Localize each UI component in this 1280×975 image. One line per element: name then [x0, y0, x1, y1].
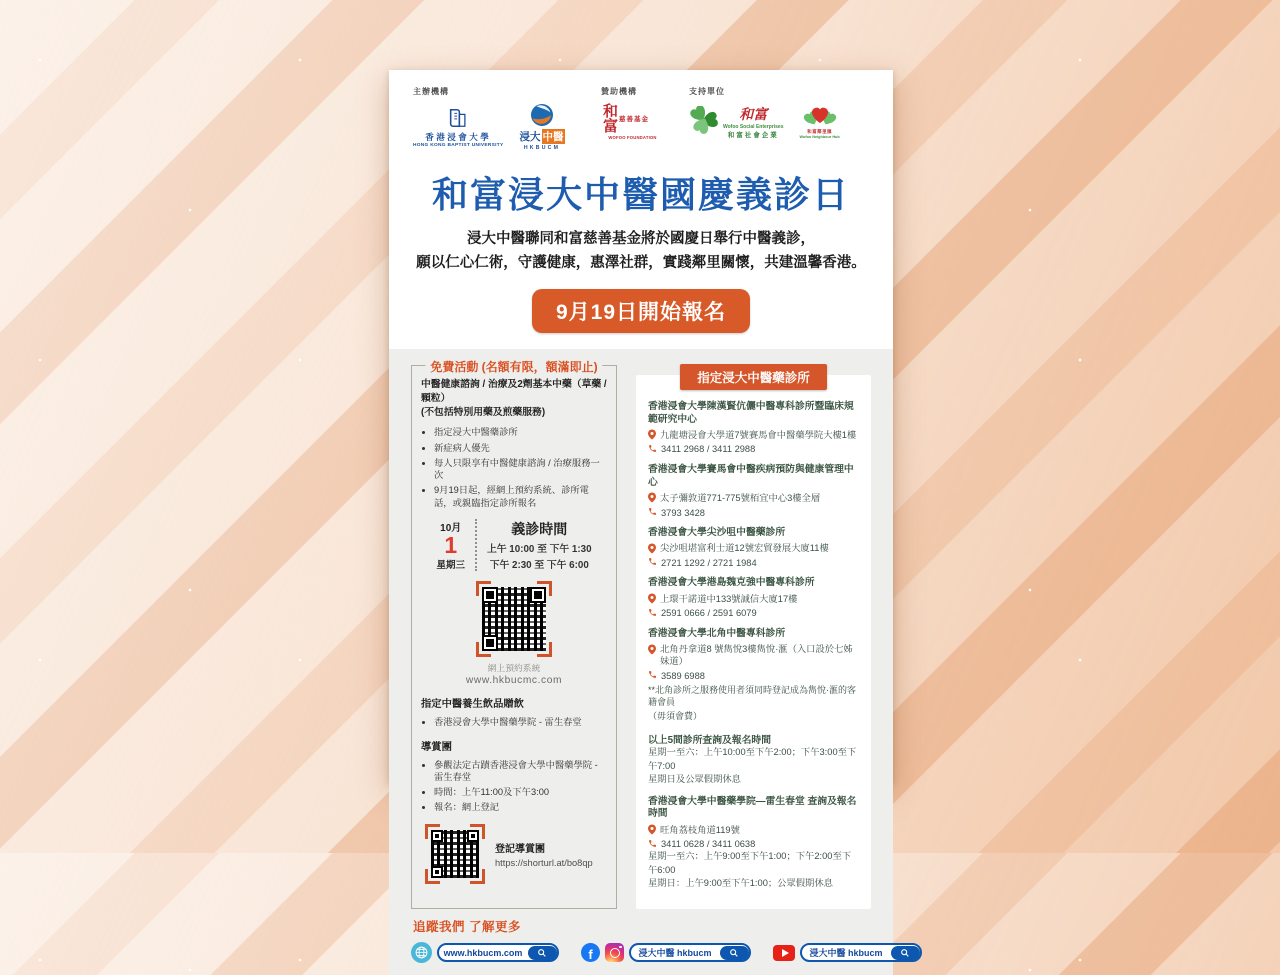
facebook-icon[interactable]	[581, 943, 600, 962]
booking-qr-label: 網上預約系統	[487, 663, 541, 674]
phone-icon	[648, 670, 657, 679]
youtube-search-text: 浸大中醫 hkbucm	[809, 948, 883, 959]
clinic-note-line2: （毋須會費）	[648, 711, 703, 722]
activity-description-line2: (不包括特別用藥及煎藥服務)	[421, 407, 546, 419]
location-pin-icon	[648, 824, 656, 835]
search-icon	[729, 948, 739, 958]
search-icon	[537, 948, 547, 958]
registration-start-button[interactable]: 9月19日開始報名	[532, 289, 750, 333]
organizer-group	[413, 86, 591, 151]
sponsor-label: 贊助機構	[601, 87, 637, 96]
search-button[interactable]	[891, 946, 920, 960]
activity-bullet: • 新症病人優先	[434, 442, 607, 455]
wofoo-foundation-cn: 慈善基金	[619, 115, 649, 123]
social-search-text: 浸大中醫 hkbucm	[638, 948, 712, 959]
website-search-pill[interactable]	[437, 943, 559, 962]
lsc-hours-line2: 星期日：上午9:00至下午1:00；公眾假期休息	[648, 878, 833, 889]
booking-url: www.hkbucmc.com	[465, 675, 563, 687]
tour-bullet: • 時間：上午11:00及下午3:00	[434, 786, 607, 799]
hkbu-name-en: HONG KONG BAPTIST UNIVERSITY	[413, 142, 504, 148]
wofoo-foundation-en: WOFOO FOUNDATION	[608, 135, 657, 140]
location-pin-icon	[648, 429, 656, 440]
poster-subtitle	[413, 228, 869, 276]
event-day: 1	[444, 532, 458, 559]
phone-icon	[648, 839, 657, 848]
qr-position-marker	[431, 830, 443, 842]
event-weekday: 星期三	[436, 560, 465, 572]
search-button[interactable]	[528, 946, 557, 960]
lsc-hours-line1: 星期一至六：上午9:00至下午1:00；下午2:00至下午6:00	[648, 851, 852, 875]
time-line1: 上午 10:00 至 下午 1:30	[486, 544, 592, 556]
qr-position-marker	[530, 587, 546, 603]
wofoo-hub-cn: 和富鄰里匯	[807, 129, 833, 134]
activity-bullet-list	[434, 426, 607, 509]
clinic-name: 香港浸會大學港島魏克強中醫專科診所	[648, 577, 815, 589]
free-activity-title: 免費活動 (名額有限，額滿即止)	[425, 358, 602, 375]
clinic-item	[648, 527, 859, 569]
youtube-search-pill[interactable]	[800, 943, 922, 962]
hkbucm-logo	[520, 103, 565, 151]
wofoo-neighbour-hub-logo	[799, 103, 839, 139]
qr-position-marker	[482, 587, 498, 603]
free-activity-panel	[411, 359, 617, 909]
social-search-pill[interactable]	[629, 943, 751, 962]
clinic-address: 太子彌敦道771-775號栢宜中心3樓全層	[660, 492, 821, 503]
hkbucm-name-part1: 浸大	[519, 131, 541, 143]
booking-qr-frame	[476, 581, 552, 657]
activity-bullet: • 9月19日起，經網上預約系統、診所電話，或親臨指定診所報名	[434, 484, 607, 509]
subtitle-line1: 浸大中醫聯同和富慈善基金將於國慶日舉行中醫義診，	[467, 231, 815, 247]
tour-bullet: • 報名：網上登記	[434, 801, 607, 814]
clinic-address: 尖沙咀堪富利士道12號宏貿發展大廈11樓	[660, 543, 829, 554]
location-pin-icon	[648, 543, 656, 554]
sponsor-group	[601, 86, 679, 151]
clinic-phone: 3411 2968 / 3411 2988	[661, 444, 756, 455]
instagram-icon[interactable]	[605, 943, 624, 962]
hkbucm-name-en: HKBUCM	[523, 145, 561, 151]
phone-icon	[648, 507, 657, 516]
event-date	[436, 519, 465, 571]
activity-bullet: • 指定浸大中醫藥診所	[434, 426, 607, 439]
website-group	[411, 942, 559, 963]
hkbu-name-cn: 香港浸會大學	[425, 131, 492, 142]
supporter-label: 支持單位	[689, 87, 725, 96]
location-pin-icon	[648, 492, 656, 503]
enquiry-hours-block	[648, 732, 859, 786]
lsc-clinic-item	[648, 796, 859, 891]
lsc-clinic-name: 香港浸會大學中醫藥學院—雷生春堂 查詢及報名時間	[648, 795, 857, 820]
subtitle-line2: 願以仁心仁術，守護健康，惠澤社群，實踐鄰里關懷，共建溫馨香港。	[416, 254, 866, 271]
qr-position-marker	[482, 635, 498, 651]
phone-icon	[648, 608, 657, 617]
wofoo-social-enterprises-logo	[689, 104, 783, 139]
facebook-letter: f	[588, 946, 593, 962]
clinic-name: 香港浸會大學賽馬會中醫疾病預防與健康管理中心	[648, 463, 854, 488]
time-title: 義診時間	[511, 521, 568, 538]
time-line2: 下午 2:30 至 下午 6:00	[489, 560, 589, 572]
date-time-row	[421, 519, 607, 571]
enquiry-hours-line2: 星期日及公眾假期休息	[648, 774, 741, 785]
qr-position-marker	[467, 830, 479, 842]
lsc-address: 旺角荔枝角道119號	[660, 824, 740, 835]
clinic-item	[648, 628, 859, 722]
book-icon	[447, 107, 469, 129]
clinic-item	[648, 401, 859, 456]
website-search-text: www.hkbucm.com	[443, 947, 523, 958]
wofoo-foundation-logo	[601, 103, 664, 140]
tour-bullet-list	[434, 759, 607, 814]
drink-bullet: • 香港浸會大學中醫藥學院 - 雷生春堂	[434, 716, 607, 729]
clinic-address: 北角丹拿道8 號雋悅3樓雋悅·滙（入口設於七姊妹道）	[660, 644, 853, 667]
search-button[interactable]	[720, 946, 749, 960]
clinic-note-line1: **北角診所之服務使用者須同時登記成為雋悅·滙的客籍會員	[648, 684, 857, 707]
drink-section-title: 指定中醫養生飲品贈飲	[421, 699, 524, 711]
youtube-group	[773, 943, 922, 962]
globe-icon[interactable]	[411, 942, 432, 963]
location-pin-icon	[648, 644, 656, 655]
dotted-divider	[475, 519, 477, 571]
booking-qr-code	[482, 587, 546, 651]
search-icon	[900, 948, 910, 958]
clinic-phone: 2591 0666 / 2591 6079	[661, 608, 757, 619]
poster-title: 和富浸大中醫國慶義診日	[431, 174, 850, 215]
tour-bullet: • 參觀法定古蹟香港浸會大學中醫藥學院 - 雷生春堂	[434, 759, 607, 784]
heart-cluster-icon	[803, 103, 837, 129]
poster-header	[389, 70, 893, 333]
location-pin-icon	[648, 593, 656, 604]
tour-qr-frame	[425, 824, 485, 884]
clinic-name: 香港浸會大學陳漢賢伉儷中醫專科診所暨臨床規範研究中心	[648, 400, 854, 425]
clinic-phone: 3793 3428	[661, 507, 705, 518]
tour-qr-label: 登記導賞團	[495, 843, 545, 855]
event-time	[487, 519, 592, 571]
phone-icon	[648, 444, 657, 453]
hkbucm-name-part2: 中醫	[542, 131, 564, 143]
clinics-panel	[636, 370, 871, 909]
youtube-icon[interactable]	[773, 945, 795, 961]
clinic-item	[648, 464, 859, 519]
supporter-group	[689, 86, 869, 151]
organizer-label: 主辦機構	[413, 87, 449, 96]
phone-icon	[648, 557, 657, 566]
activity-description-line1: 中醫健康諮詢 / 治療及2劑基本中藥（草藥 / 顆粒）	[421, 378, 607, 405]
wofoo-social-cn: 和富社會企業	[727, 131, 779, 139]
follow-us-title: 追蹤我們 了解更多	[413, 920, 521, 935]
clinic-address: 九龍塘浸會大學道7號賽馬會中醫藥學院大樓1樓	[660, 429, 857, 440]
drink-bullet-list	[434, 716, 607, 729]
clover-icon	[689, 106, 719, 136]
clinic-phone: 3589 6988	[661, 670, 705, 681]
poster-body	[389, 349, 893, 975]
clinics-badge: 指定浸大中醫藥診所	[680, 364, 827, 390]
logos-row	[413, 86, 869, 151]
tour-section-title: 導賞團	[421, 741, 452, 753]
clinic-item	[648, 577, 859, 619]
hkbucm-globe-icon	[530, 103, 554, 127]
event-month: 10月	[440, 523, 462, 535]
lsc-phone: 3411 0628 / 3411 0638	[661, 839, 756, 850]
qr-position-marker	[431, 866, 443, 878]
social-media-group	[581, 943, 751, 962]
wofoo-social-calligraphy: 和富	[739, 107, 768, 123]
tour-qr-code	[431, 830, 479, 878]
wofoo-hub-en: Wofoo Neighbour Hub	[799, 135, 840, 139]
clinic-name: 香港浸會大學尖沙咀中醫藥診所	[648, 527, 786, 539]
clinic-address: 上環干諾道中133號誠信大廈17樓	[660, 593, 798, 604]
poster-footer	[411, 909, 883, 963]
enquiry-hours-title: 以上5間診所查詢及報名時間	[648, 735, 772, 747]
tour-url: https://shorturl.at/bo8qp	[495, 857, 593, 868]
hkbu-logo	[413, 107, 504, 148]
event-poster	[389, 70, 893, 962]
wofoo-social-en: Wofoo Social Enterprises	[723, 123, 784, 130]
activity-bullet: • 每人只限享有中醫健康諮詢 / 治療服務一次	[434, 457, 607, 482]
wofoo-calligraphy: 和富	[601, 103, 617, 133]
clinic-phone: 2721 1292 / 2721 1984	[661, 557, 757, 568]
enquiry-hours-line1: 星期一至六：上午10:00至下午2:00；下午3:00至下午7:00	[648, 747, 857, 771]
clinic-name: 香港浸會大學北角中醫專科診所	[648, 627, 786, 639]
